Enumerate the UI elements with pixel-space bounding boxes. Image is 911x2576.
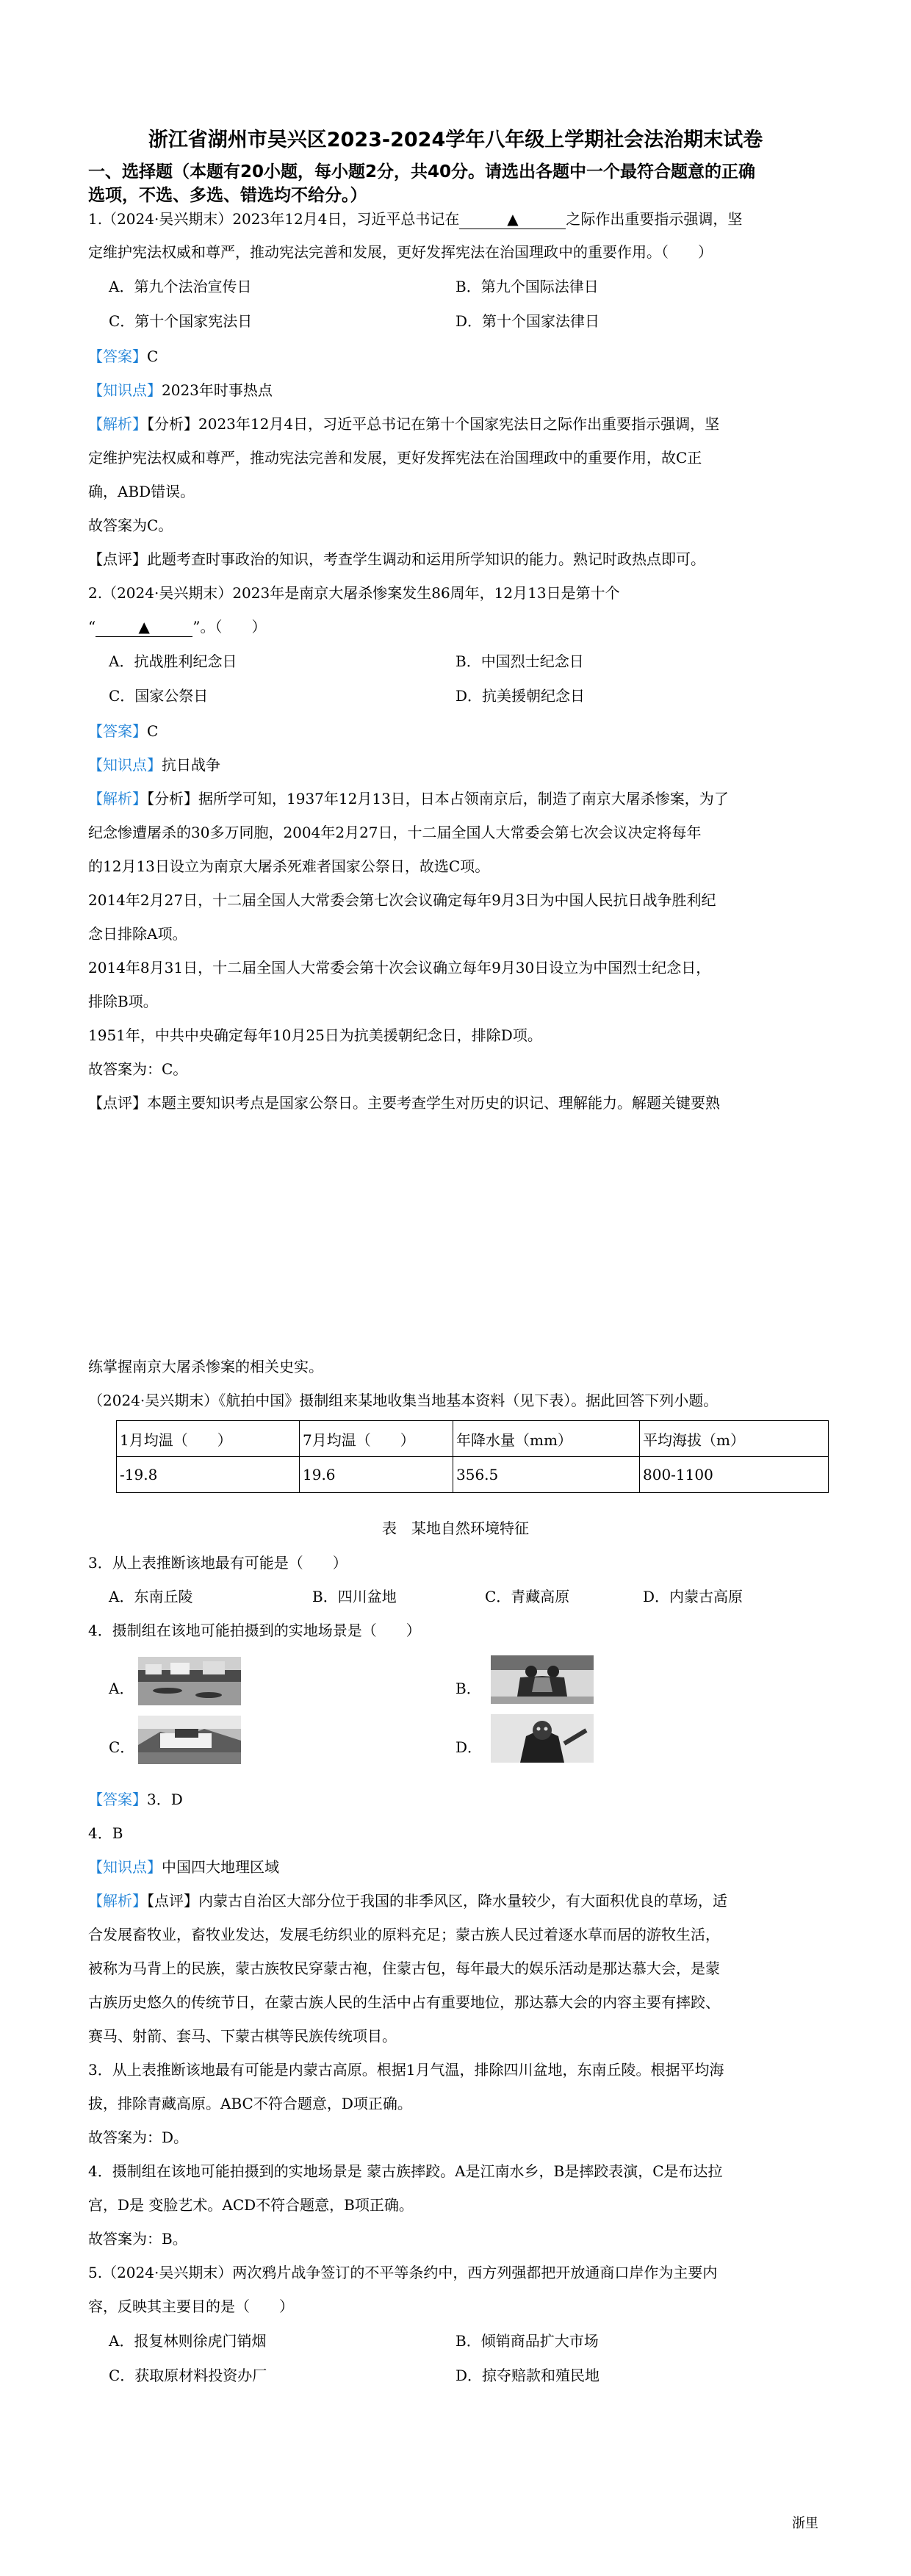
analysis-line (88, 414, 719, 433)
page-footer: 浙里 (792, 2516, 818, 2531)
answer-tag: 【答案】 (88, 722, 147, 740)
face-changing-opera-photo (491, 1714, 594, 1763)
question-1-text: 1.（2024·吴兴期末）2023年12月4日，习近平总书记在 (88, 210, 460, 228)
option-a: A． (109, 1680, 134, 1697)
option-c: C．获取原材料投资办厂 (109, 2367, 267, 2384)
question-1 (88, 209, 742, 229)
quote-open: “ (88, 618, 96, 636)
question-4: 4．摄制组在该地可能拍摄到的实地场景是（ ） (88, 1622, 421, 1639)
question-2-line2 (88, 617, 266, 637)
table-row (117, 1457, 829, 1493)
option-b: B．倾销商品扩大市场 (455, 2332, 599, 2350)
answer-tag: 【答案】 (88, 348, 147, 365)
option-b: B．中国烈士纪念日 (455, 652, 584, 670)
analysis-line: 古族历史悠久的传统节日，在蒙古族人民的生活中占有重要地位，那达慕大会的内容主要有摔跤、 (88, 1993, 720, 2011)
table-caption: 表 某地自然环境特征 (382, 1519, 529, 1537)
analysis-text: 【分析】据所学可知，1937年12月13日，日本占领南京后，制造了南京大屠杀惨案，为了 (147, 790, 729, 807)
comment-line: 【点评】此题考查时事政治的知识，考查学生调动和运用所学知识的能力。熟记时政热点即可。 (88, 550, 705, 568)
answer-blank: ▲ (459, 209, 566, 229)
table-header: 平均海拔（m） (640, 1421, 829, 1457)
analysis-tag: 【解析】 (88, 1892, 147, 1910)
option-d: D．内蒙古高原 (643, 1588, 743, 1605)
option-a: A．东南丘陵 (109, 1588, 193, 1605)
question-group-intro: （2024·吴兴期末）《航拍中国》摄制组来某地收集当地基本资料（见下表）。据此回答下列小题。 (88, 1392, 719, 1409)
analysis-tag: 【解析】 (88, 790, 147, 807)
analysis-tag: 【解析】 (88, 415, 147, 433)
analysis-line: 3．从上表推断该地最有可能是内蒙古高原。根据1月气温，排除四川盆地，东南丘陵。根据平均海 (88, 2061, 724, 2079)
analysis-line: 排除B项。 (88, 993, 158, 1010)
wrestling-photo (491, 1655, 594, 1704)
question-2: 2.（2024·吴兴期末）2023年是南京大屠杀惨案发生86周年，12月13日是第十个 (88, 584, 620, 602)
question-3: 3．从上表推断该地最有可能是（ ） (88, 1554, 348, 1572)
comment-line: 【点评】本题主要知识考点是国家公祭日。主要考查学生对历史的识记、理解能力。解题关键要熟 (88, 1094, 720, 1112)
comment-line: 练掌握南京大屠杀惨案的相关史实。 (88, 1358, 323, 1375)
analysis-line: 确，ABD错误。 (88, 483, 195, 500)
water-town-photo (138, 1657, 241, 1705)
answer-blank: ▲ (96, 617, 192, 637)
answer-value: C (147, 348, 159, 365)
knowledge-point (88, 1857, 279, 1877)
answer-line: 4．B (88, 1824, 123, 1842)
answer-value: C (147, 722, 159, 740)
answer-line (88, 722, 158, 741)
page-title: 浙江省湖州市吴兴区2023-2024学年八年级上学期社会法治期末试卷 (148, 129, 763, 151)
option-d: D． (455, 1738, 483, 1756)
option-c: C．青藏高原 (485, 1588, 570, 1605)
option-b: B．四川盆地 (312, 1588, 397, 1605)
knowledge-value: 中国四大地理区域 (162, 1858, 279, 1876)
analysis-line: 4．摄制组在该地可能拍摄到的实地场景是 蒙古族摔跤。A是江南水乡，B是摔跤表演，C是布达拉 (88, 2162, 723, 2180)
table-cell: 800-1100 (640, 1457, 829, 1493)
option-a: A．报复林则徐虎门销烟 (109, 2332, 267, 2350)
analysis-line: 赛马、射箭、套马、下蒙古棋等民族传统项目。 (88, 2027, 397, 2045)
question-1-line2: 定维护宪法权威和尊严，推动宪法完善和发展，更好发挥宪法在治国理政中的重要作用。（ ） (88, 243, 713, 261)
question-5: 5.（2024·吴兴期末）两次鸦片战争签订的不平等条约中，西方列强都把开放通商口岸作为主要内 (88, 2264, 718, 2281)
knowledge-value: 2023年时事热点 (162, 381, 273, 399)
table-header: 年降水量（mm） (453, 1421, 640, 1457)
question-5-line2: 容，反映其主要目的是（ ） (88, 2298, 294, 2315)
analysis-line: 定维护宪法权威和尊严，推动宪法完善和发展，更好发挥宪法在治国理政中的重要作用，故C正 (88, 449, 702, 467)
option-c: C．国家公祭日 (109, 687, 209, 705)
option-c: C． (109, 1738, 135, 1756)
table-header: 1月均温（ ） (117, 1421, 300, 1457)
analysis-line: 念日排除A项。 (88, 925, 187, 943)
knowledge-tag: 【知识点】 (88, 756, 162, 774)
analysis-text: 【点评】内蒙古自治区大部分位于我国的非季风区，降水量较少，有大面积优良的草场，适 (147, 1892, 727, 1910)
analysis-line (88, 1891, 727, 1910)
knowledge-tag: 【知识点】 (88, 381, 162, 399)
answer-line (88, 347, 158, 366)
option-a: A．抗战胜利纪念日 (109, 652, 237, 670)
analysis-line: 2014年8月31日，十二届全国人大常委会第十次会议确立每年9月30日设立为中国烈士纪念日， (88, 959, 711, 976)
analysis-line: 1951年，中共中央确定每年10月25日为抗美援朝纪念日，排除D项。 (88, 1026, 542, 1044)
analysis-line: 被称为马背上的民族，蒙古族牧民穿蒙古袍，住蒙古包，每年最大的娱乐活动是那达慕大会，是蒙 (88, 1960, 720, 1977)
section-heading-cont: 选项，不选、多选、错选均不给分。） (88, 186, 367, 205)
analysis-text: 【分析】2023年12月4日，习近平总书记在第十个国家宪法日之际作出重要指示强调，坚 (147, 415, 720, 433)
table-header: 7月均温（ ） (300, 1421, 453, 1457)
knowledge-value: 抗日战争 (162, 756, 220, 774)
table-cell: 19.6 (300, 1457, 453, 1493)
analysis-line: 宫，D是 变脸艺术。ACD不符合题意，B项正确。 (88, 2196, 414, 2214)
analysis-line: 纪念惨遭屠杀的30多万同胞，2004年2月27日，十二届全国人大常委会第七次会议决定将每年 (88, 824, 702, 841)
question-1-text-end: 之际作出重要指示强调，坚 (566, 210, 743, 228)
analysis-line: 故答案为C。 (88, 517, 173, 534)
analysis-line: 拔，排除青藏高原。ABC不符合题意，D项正确。 (88, 2095, 412, 2112)
knowledge-point (88, 755, 220, 774)
quote-close: ”。（ ） (192, 618, 267, 636)
table-cell: 356.5 (453, 1457, 640, 1493)
section-heading: 一、选择题（本题有20小题，每小题2分，共40分。请选出各题中一个最符合题意的正确 (88, 162, 756, 181)
analysis-line: 合发展畜牧业，畜牧业发达，发展毛纺织业的原料充足；蒙古族人民过着逐水草而居的游牧生活， (88, 1926, 720, 1943)
climate-table (116, 1420, 829, 1493)
option-c: C．第十个国家宪法日 (109, 312, 253, 330)
knowledge-tag: 【知识点】 (88, 1858, 162, 1876)
table-header-row (117, 1421, 829, 1457)
analysis-line: 的12月13日设立为南京大屠杀死难者国家公祭日，故选C项。 (88, 857, 490, 875)
answer-line (88, 1790, 183, 1809)
potala-palace-photo (138, 1716, 241, 1764)
analysis-line: 故答案为：C。 (88, 1060, 188, 1078)
analysis-line: 故答案为：D。 (88, 2129, 189, 2146)
analysis-line (88, 789, 729, 808)
option-a: A．第九个法治宣传日 (109, 278, 252, 295)
analysis-line: 故答案为：B。 (88, 2230, 187, 2248)
option-b: B． (455, 1680, 481, 1697)
knowledge-point (88, 381, 273, 400)
option-d: D．掠夺赔款和殖民地 (455, 2367, 600, 2384)
table-cell: -19.8 (117, 1457, 300, 1493)
option-b: B．第九个国际法律日 (455, 278, 599, 295)
answer-value: 3．D (147, 1791, 183, 1808)
analysis-line: 2014年2月27日，十二届全国人大常委会第七次会议确定每年9月3日为中国人民抗日战争胜利纪 (88, 891, 716, 909)
option-d: D．抗美援朝纪念日 (455, 687, 586, 705)
answer-tag: 【答案】 (88, 1791, 147, 1808)
option-d: D．第十个国家法律日 (455, 312, 600, 330)
